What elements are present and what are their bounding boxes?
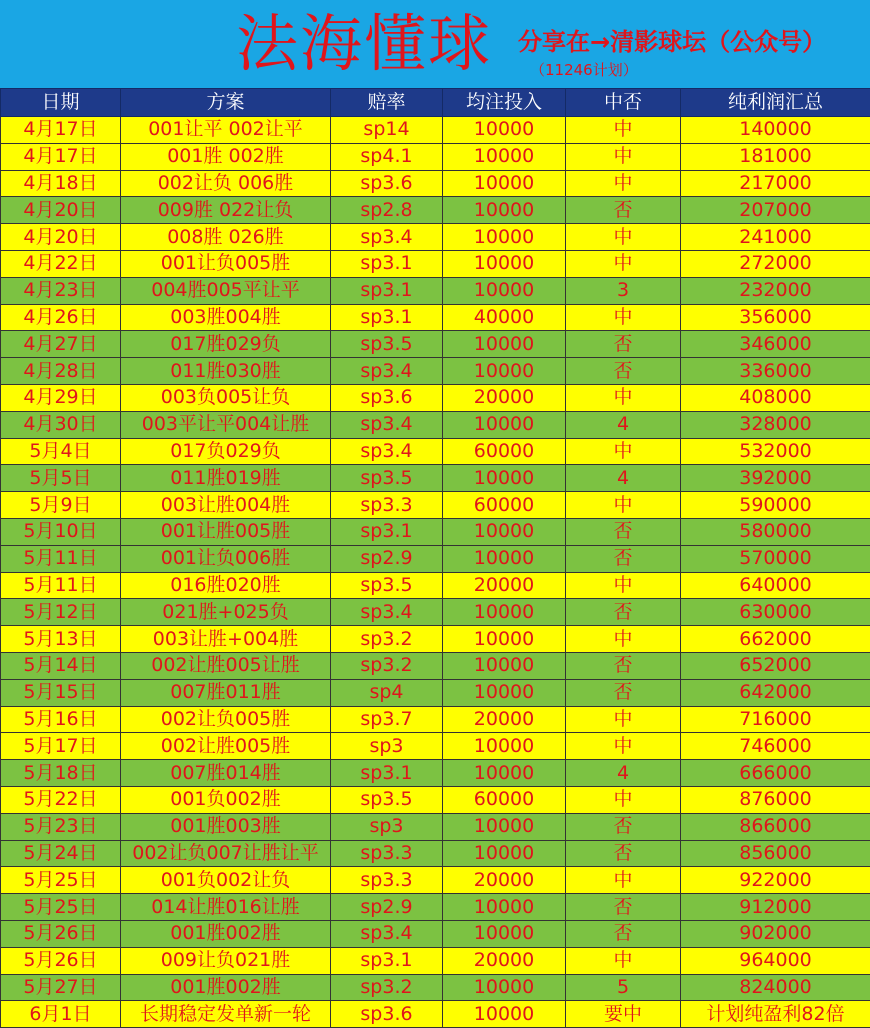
total-cell: 746000 [681,733,870,760]
table-row [1,920,870,947]
plan-cell: 002让胜005胜 [121,733,331,760]
stake-cell: 10000 [443,331,566,358]
date-cell: 5月11日 [1,572,121,599]
table-row [1,197,870,224]
plan-cell: 003平让平004让胜 [121,411,331,438]
date-cell: 5月25日 [1,867,121,894]
stake-cell: 20000 [443,384,566,411]
stake-cell: 10000 [443,599,566,626]
result-cell: 中 [566,438,681,465]
stake-cell: 10000 [443,920,566,947]
result-cell: 3 [566,277,681,304]
stake-cell: 60000 [443,786,566,813]
date-cell: 5月18日 [1,760,121,787]
table-row [1,117,870,144]
plan-cell: 002让胜005让胜 [121,652,331,679]
odds-cell: sp3.5 [331,786,443,813]
date-cell: 5月12日 [1,599,121,626]
stake-cell: 10000 [443,250,566,277]
odds-cell: sp3.3 [331,492,443,519]
table-row [1,760,870,787]
total-cell: 824000 [681,974,870,1001]
date-cell: 4月22日 [1,250,121,277]
plan-cell: 016胜020胜 [121,572,331,599]
stake-cell: 10000 [443,679,566,706]
odds-cell: sp3.6 [331,170,443,197]
header-result: 中否 [566,89,681,117]
odds-cell: sp3.5 [331,572,443,599]
result-cell: 中 [566,384,681,411]
date-cell: 4月28日 [1,358,121,385]
plan-cell: 003胜004胜 [121,304,331,331]
table-row [1,706,870,733]
result-cell: 中 [566,947,681,974]
total-cell: 336000 [681,358,870,385]
stake-cell: 10000 [443,813,566,840]
table-row [1,599,870,626]
table-row [1,813,870,840]
plan-cell: 001让平 002让平 [121,117,331,144]
plan-cell: 001让负005胜 [121,250,331,277]
total-cell: 392000 [681,465,870,492]
plan-cell: 003让胜+004胜 [121,626,331,653]
plan-cell: 011胜030胜 [121,358,331,385]
table-row [1,974,870,1001]
result-cell: 5 [566,974,681,1001]
table-row [1,733,870,760]
result-cell: 否 [566,358,681,385]
plan-cell: 002让负005胜 [121,706,331,733]
plan-cell: 011胜019胜 [121,465,331,492]
odds-cell: sp2.8 [331,197,443,224]
table-row [1,170,870,197]
date-cell: 5月17日 [1,733,121,760]
odds-cell: sp3.1 [331,947,443,974]
table-row [1,358,870,385]
table-row [1,518,870,545]
date-cell: 4月17日 [1,143,121,170]
header-total: 纯利润汇总 [681,89,870,117]
table-row [1,411,870,438]
date-cell: 4月27日 [1,331,121,358]
result-cell: 中 [566,867,681,894]
stake-cell: 10000 [443,652,566,679]
total-cell: 662000 [681,626,870,653]
odds-cell: sp3.3 [331,840,443,867]
stake-cell: 10000 [443,518,566,545]
date-cell: 5月24日 [1,840,121,867]
date-cell: 4月20日 [1,224,121,251]
total-cell: 902000 [681,920,870,947]
stake-cell: 20000 [443,706,566,733]
stake-cell: 10000 [443,974,566,1001]
stake-cell: 10000 [443,465,566,492]
odds-cell: sp14 [331,117,443,144]
stake-cell: 10000 [443,224,566,251]
date-cell: 4月23日 [1,277,121,304]
odds-cell: sp3 [331,733,443,760]
odds-cell: sp3.4 [331,358,443,385]
result-cell: 中 [566,304,681,331]
result-cell: 4 [566,465,681,492]
plan-cell: 002让负007让胜让平 [121,840,331,867]
date-cell: 6月1日 [1,1001,121,1028]
table-row [1,384,870,411]
result-cell: 否 [566,920,681,947]
total-cell: 272000 [681,250,870,277]
total-cell: 241000 [681,224,870,251]
plan-cell: 007胜014胜 [121,760,331,787]
plan-cell: 001让负006胜 [121,545,331,572]
plan-cell: 003让胜004胜 [121,492,331,519]
stake-cell: 10000 [443,358,566,385]
total-cell: 856000 [681,840,870,867]
odds-cell: sp3.4 [331,599,443,626]
total-cell: 570000 [681,545,870,572]
plan-cell: 017负029负 [121,438,331,465]
table-row [1,572,870,599]
odds-cell: sp3.4 [331,411,443,438]
result-cell: 中 [566,626,681,653]
odds-cell: sp3.4 [331,920,443,947]
table-row [1,786,870,813]
banner [0,0,870,88]
date-cell: 5月22日 [1,786,121,813]
result-cell: 否 [566,840,681,867]
date-cell: 5月10日 [1,518,121,545]
stake-cell: 10000 [443,1001,566,1028]
brand-title: 法海懂球 [236,6,492,82]
date-cell: 5月23日 [1,813,121,840]
date-cell: 4月26日 [1,304,121,331]
total-cell: 207000 [681,197,870,224]
result-cell: 4 [566,411,681,438]
result-cell: 否 [566,894,681,921]
odds-cell: sp3.2 [331,626,443,653]
result-cell: 否 [566,331,681,358]
odds-cell: sp3.1 [331,277,443,304]
result-cell: 中 [566,786,681,813]
result-cell: 否 [566,518,681,545]
odds-cell: sp3.4 [331,438,443,465]
total-cell: 964000 [681,947,870,974]
odds-cell: sp2.9 [331,545,443,572]
table-row [1,947,870,974]
stake-cell: 10000 [443,170,566,197]
result-cell: 4 [566,760,681,787]
table-row [1,545,870,572]
date-cell: 4月29日 [1,384,121,411]
plan-cell: 长期稳定发单新一轮 [121,1001,331,1028]
table-row [1,250,870,277]
stake-cell: 10000 [443,197,566,224]
table-row [1,652,870,679]
stake-cell: 10000 [443,840,566,867]
plan-text: （11246计划） [530,60,638,80]
stake-cell: 10000 [443,277,566,304]
result-cell: 中 [566,250,681,277]
plan-cell: 017胜029负 [121,331,331,358]
stake-cell: 20000 [443,947,566,974]
odds-cell: sp3.5 [331,465,443,492]
total-cell: 181000 [681,143,870,170]
table-row [1,304,870,331]
result-cell: 否 [566,545,681,572]
total-cell: 866000 [681,813,870,840]
stake-cell: 10000 [443,117,566,144]
total-cell: 580000 [681,518,870,545]
result-cell: 否 [566,652,681,679]
odds-cell: sp3.1 [331,304,443,331]
stake-cell: 60000 [443,492,566,519]
odds-cell: sp3.7 [331,706,443,733]
total-cell: 922000 [681,867,870,894]
date-cell: 4月30日 [1,411,121,438]
table-row [1,840,870,867]
table-row [1,626,870,653]
total-cell: 计划纯盈利82倍 [681,1001,870,1028]
table-row [1,679,870,706]
result-cell: 中 [566,224,681,251]
stake-cell: 20000 [443,572,566,599]
odds-cell: sp4 [331,679,443,706]
stake-cell: 10000 [443,760,566,787]
result-cell: 中 [566,170,681,197]
plan-cell: 021胜+025负 [121,599,331,626]
plan-cell: 001让胜005胜 [121,518,331,545]
total-cell: 232000 [681,277,870,304]
total-cell: 217000 [681,170,870,197]
date-cell: 4月18日 [1,170,121,197]
table-body [1,117,870,1028]
stake-cell: 20000 [443,867,566,894]
plan-cell: 001负002让负 [121,867,331,894]
plan-cell: 009胜 022让负 [121,197,331,224]
odds-cell: sp2.9 [331,894,443,921]
table-row [1,894,870,921]
odds-cell: sp3.2 [331,974,443,1001]
date-cell: 5月14日 [1,652,121,679]
total-cell: 328000 [681,411,870,438]
table-row [1,143,870,170]
stake-cell: 10000 [443,626,566,653]
result-cell: 中 [566,733,681,760]
date-cell: 5月5日 [1,465,121,492]
stake-cell: 10000 [443,894,566,921]
table-row [1,224,870,251]
date-cell: 5月16日 [1,706,121,733]
plan-cell: 008胜 026胜 [121,224,331,251]
header-plan: 方案 [121,89,331,117]
odds-cell: sp3.4 [331,224,443,251]
header-odds: 赔率 [331,89,443,117]
date-cell: 5月4日 [1,438,121,465]
plan-cell: 001胜003胜 [121,813,331,840]
header-date: 日期 [1,89,121,117]
total-cell: 912000 [681,894,870,921]
plan-cell: 009让负021胜 [121,947,331,974]
result-cell: 中 [566,143,681,170]
header-stake: 均注投入 [443,89,566,117]
stake-cell: 10000 [443,143,566,170]
date-cell: 5月9日 [1,492,121,519]
stake-cell: 10000 [443,545,566,572]
total-cell: 652000 [681,652,870,679]
total-cell: 630000 [681,599,870,626]
total-cell: 642000 [681,679,870,706]
total-cell: 346000 [681,331,870,358]
table-row [1,438,870,465]
odds-cell: sp3.1 [331,250,443,277]
table-row [1,465,870,492]
result-cell: 中 [566,572,681,599]
plan-cell: 003负005让负 [121,384,331,411]
plan-cell: 001胜002胜 [121,920,331,947]
odds-cell: sp3.6 [331,384,443,411]
results-table [0,88,870,1028]
date-cell: 5月26日 [1,920,121,947]
table-row [1,492,870,519]
stake-cell: 10000 [443,733,566,760]
plan-cell: 001胜002胜 [121,974,331,1001]
table-row [1,277,870,304]
odds-cell: sp3.2 [331,652,443,679]
result-cell: 中 [566,706,681,733]
date-cell: 4月20日 [1,197,121,224]
plan-cell: 004胜005平让平 [121,277,331,304]
table-header-row [1,89,870,117]
result-cell: 否 [566,679,681,706]
result-cell: 要中 [566,1001,681,1028]
date-cell: 5月15日 [1,679,121,706]
plan-cell: 007胜011胜 [121,679,331,706]
odds-cell: sp3.5 [331,331,443,358]
total-cell: 716000 [681,706,870,733]
plan-cell: 014让胜016让胜 [121,894,331,921]
odds-cell: sp3.6 [331,1001,443,1028]
odds-cell: sp3.3 [331,867,443,894]
table-row [1,331,870,358]
result-cell: 中 [566,492,681,519]
date-cell: 5月25日 [1,894,121,921]
total-cell: 532000 [681,438,870,465]
result-cell: 否 [566,599,681,626]
date-cell: 5月27日 [1,974,121,1001]
result-cell: 否 [566,197,681,224]
total-cell: 590000 [681,492,870,519]
result-cell: 否 [566,813,681,840]
stake-cell: 10000 [443,411,566,438]
total-cell: 876000 [681,786,870,813]
total-cell: 140000 [681,117,870,144]
share-text: 分享在→清影球坛（公众号） [518,26,826,58]
plan-cell: 002让负 006胜 [121,170,331,197]
odds-cell: sp3.1 [331,760,443,787]
total-cell: 666000 [681,760,870,787]
date-cell: 5月26日 [1,947,121,974]
odds-cell: sp3.1 [331,518,443,545]
date-cell: 4月17日 [1,117,121,144]
plan-cell: 001负002胜 [121,786,331,813]
date-cell: 5月13日 [1,626,121,653]
result-cell: 中 [566,117,681,144]
total-cell: 408000 [681,384,870,411]
plan-cell: 001胜 002胜 [121,143,331,170]
odds-cell: sp3 [331,813,443,840]
table-row [1,867,870,894]
odds-cell: sp4.1 [331,143,443,170]
stake-cell: 40000 [443,304,566,331]
total-cell: 356000 [681,304,870,331]
stake-cell: 60000 [443,438,566,465]
total-cell: 640000 [681,572,870,599]
date-cell: 5月11日 [1,545,121,572]
